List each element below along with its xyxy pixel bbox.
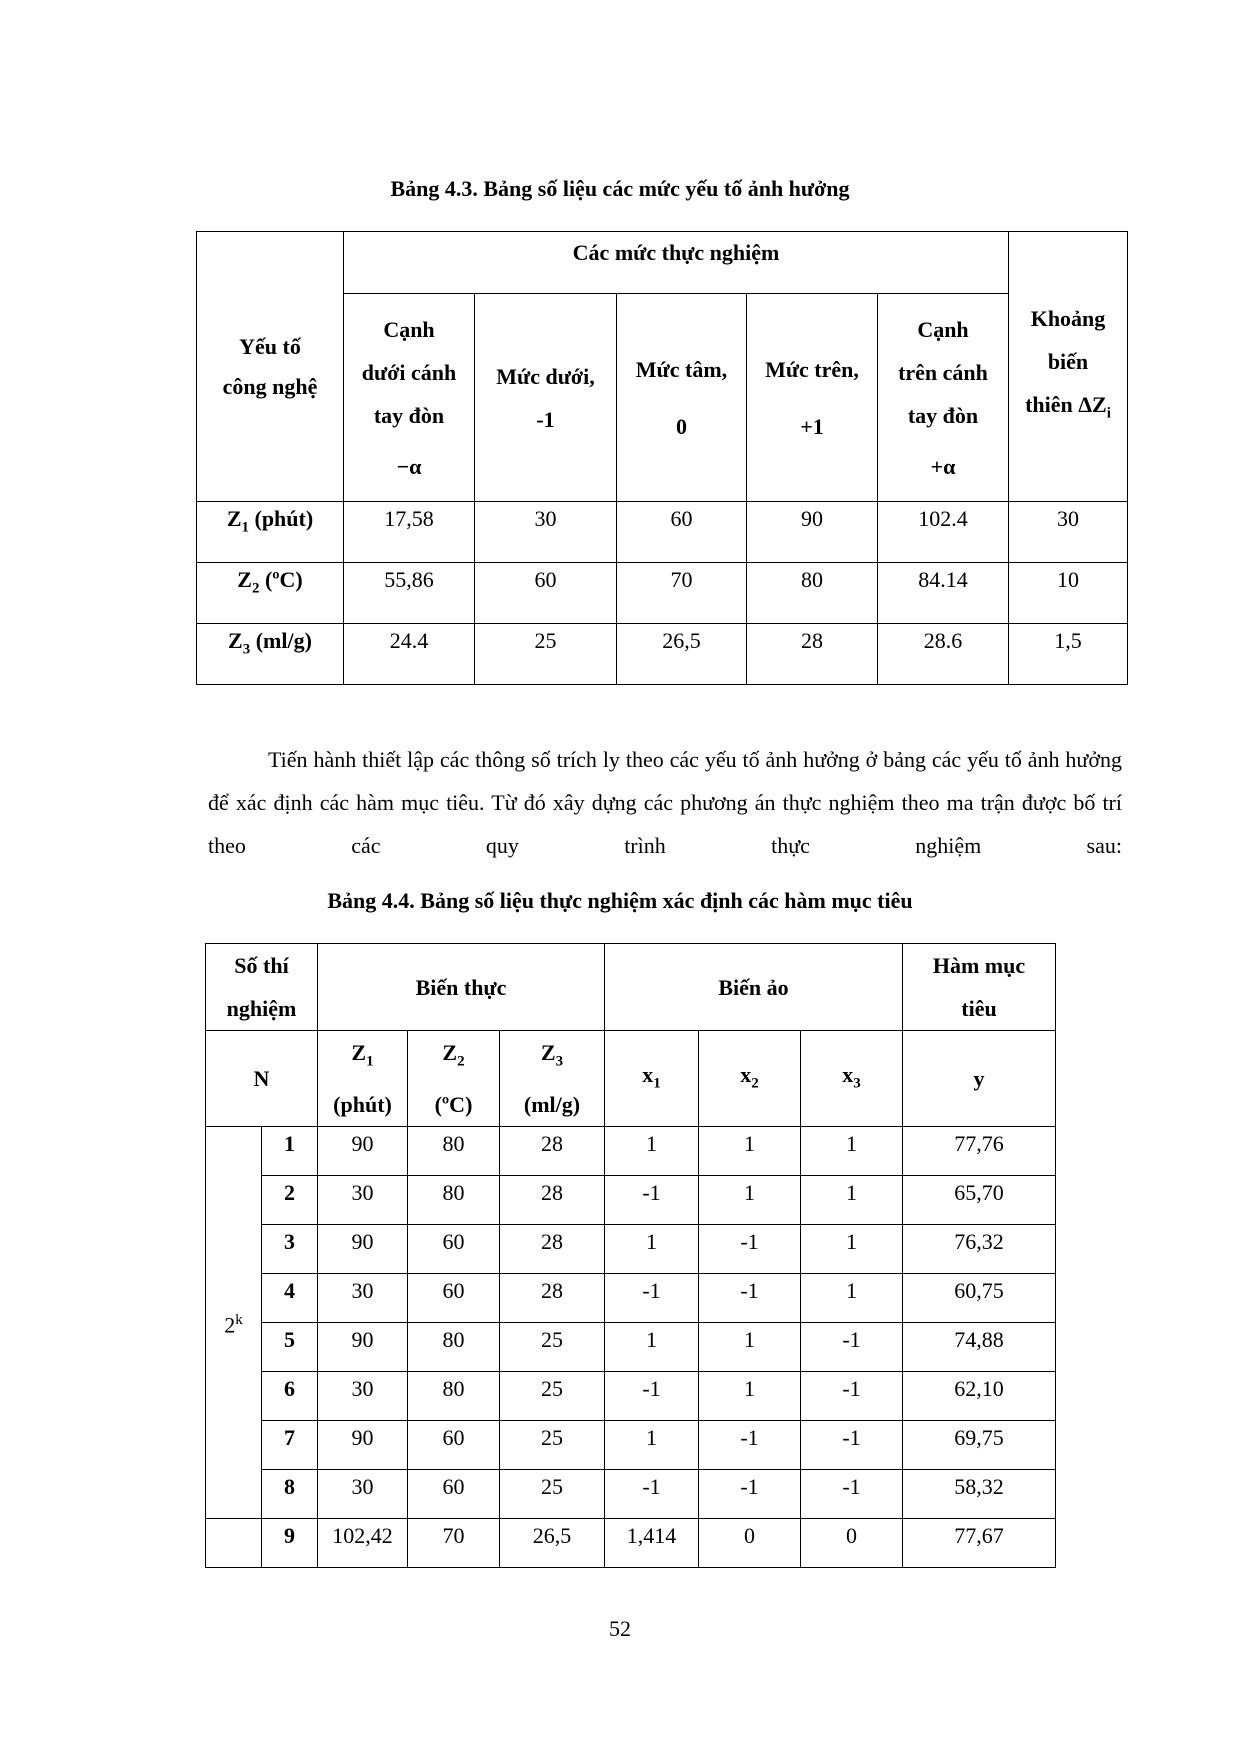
- run-number: 2: [262, 1176, 318, 1225]
- table-cell: 80: [408, 1372, 500, 1421]
- table-cell: -1: [801, 1421, 903, 1470]
- table-cell: 10: [1009, 563, 1128, 624]
- table-row: [206, 1274, 1056, 1323]
- table-cell: 60,75: [903, 1274, 1056, 1323]
- table-cell: 28.6: [878, 624, 1009, 685]
- empty-cell: [206, 1519, 262, 1568]
- table-cell: 25: [500, 1323, 605, 1372]
- table-cell: 90: [747, 502, 878, 563]
- table-cell: 60: [408, 1225, 500, 1274]
- run-number: 9: [262, 1519, 318, 1568]
- table-4-4: [205, 943, 1056, 1568]
- table-cell: 1: [605, 1421, 699, 1470]
- table-cell: 30: [318, 1274, 408, 1323]
- table-cell: -1: [801, 1323, 903, 1372]
- table-cell: 1: [801, 1274, 903, 1323]
- table-cell: 1: [605, 1225, 699, 1274]
- table-cell: 0: [801, 1519, 903, 1568]
- table-cell: 55,86: [344, 563, 475, 624]
- table-cell: -1: [605, 1274, 699, 1323]
- z2-header: $Z_2$ (ºC): [408, 1031, 500, 1127]
- table-cell: -1: [605, 1470, 699, 1519]
- table-row: [206, 1323, 1056, 1372]
- table-cell: 58,32: [903, 1470, 1056, 1519]
- z3-header: $Z_3$ (ml/g): [500, 1031, 605, 1127]
- table-cell: 30: [318, 1372, 408, 1421]
- table-cell: 1: [699, 1176, 801, 1225]
- table-cell: 76,32: [903, 1225, 1056, 1274]
- run-number: 3: [262, 1225, 318, 1274]
- factor-label: $Z_3$ (ml/g): [197, 624, 344, 685]
- table-cell: 30: [318, 1470, 408, 1519]
- table-cell: 30: [1009, 502, 1128, 563]
- table-cell: 90: [318, 1421, 408, 1470]
- table-cell: 77,67: [903, 1519, 1056, 1568]
- table-cell: 28: [500, 1225, 605, 1274]
- table-row: [206, 1127, 1056, 1176]
- page-number: 52: [609, 1616, 631, 1641]
- table-4-3-caption: Bảng 4.3. Bảng số liệu các mức yếu tố ảnh hưởng: [390, 176, 850, 201]
- table-cell: 60: [408, 1421, 500, 1470]
- factor-label: $Z_1$ (phút): [197, 502, 344, 563]
- table-cell: 65,70: [903, 1176, 1056, 1225]
- table-cell: -1: [605, 1372, 699, 1421]
- table-cell: 84.14: [878, 563, 1009, 624]
- table-cell: 1: [605, 1127, 699, 1176]
- table-row: [197, 563, 1128, 624]
- table-cell: 80: [408, 1176, 500, 1225]
- table-cell: 80: [747, 563, 878, 624]
- table-cell: 28: [500, 1176, 605, 1225]
- n-header: N: [206, 1031, 318, 1127]
- table-cell: 1: [801, 1225, 903, 1274]
- table-cell: -1: [801, 1470, 903, 1519]
- table-cell: 102,42: [318, 1519, 408, 1568]
- run-number: 4: [262, 1274, 318, 1323]
- table-cell: -1: [699, 1225, 801, 1274]
- table-row: [206, 1421, 1056, 1470]
- factor-header: Yếu tố công nghệ: [197, 232, 344, 502]
- table-cell: 28: [500, 1274, 605, 1323]
- table-cell: 1: [699, 1323, 801, 1372]
- factor-label: $Z_2$ (ºC): [197, 563, 344, 624]
- table-cell: 102.4: [878, 502, 1009, 563]
- run-number: 8: [262, 1470, 318, 1519]
- table-cell: 25: [475, 624, 617, 685]
- table-cell: 77,76: [903, 1127, 1056, 1176]
- coded-vars-header: Biến ảo: [605, 944, 903, 1031]
- table-row: [206, 1372, 1056, 1421]
- table-cell: 60: [408, 1470, 500, 1519]
- table-cell: 1: [801, 1127, 903, 1176]
- table-cell: 62,10: [903, 1372, 1056, 1421]
- table-cell: 60: [408, 1274, 500, 1323]
- table-cell: 90: [318, 1323, 408, 1372]
- table-cell: 25: [500, 1372, 605, 1421]
- table-cell: -1: [699, 1274, 801, 1323]
- table-cell: -1: [699, 1421, 801, 1470]
- table-cell: 70: [617, 563, 747, 624]
- run-number: 6: [262, 1372, 318, 1421]
- table-cell: 1,5: [1009, 624, 1128, 685]
- table-cell: 1: [699, 1127, 801, 1176]
- table-cell: 28: [500, 1127, 605, 1176]
- z1-header: $Z_1$ (phút): [318, 1031, 408, 1127]
- table-row: [206, 1176, 1056, 1225]
- table-cell: 74,88: [903, 1323, 1056, 1372]
- table-cell: -1: [699, 1470, 801, 1519]
- table-row: [206, 1470, 1056, 1519]
- table-cell: 1,414: [605, 1519, 699, 1568]
- table-cell: 30: [475, 502, 617, 563]
- upper-level-header: Mức trên, +1: [747, 294, 878, 502]
- objective-header: Hàm mục tiêu: [903, 944, 1056, 1031]
- table-cell: 60: [617, 502, 747, 563]
- table-cell: 90: [318, 1225, 408, 1274]
- table-cell: 69,75: [903, 1421, 1056, 1470]
- run-number: 1: [262, 1127, 318, 1176]
- run-number: 7: [262, 1421, 318, 1470]
- table-cell: 25: [500, 1470, 605, 1519]
- table-cell: 80: [408, 1127, 500, 1176]
- table-cell: 30: [318, 1176, 408, 1225]
- table-row: [197, 502, 1128, 563]
- x3-header: $x_3$: [801, 1031, 903, 1127]
- table-row: [206, 1519, 1056, 1568]
- table-cell: 80: [408, 1323, 500, 1372]
- x1-header: $x_1$: [605, 1031, 699, 1127]
- table-row: [197, 624, 1128, 685]
- levels-group-header: Các mức thực nghiệm: [344, 232, 1009, 294]
- table-cell: 70: [408, 1519, 500, 1568]
- table-cell: 17,58: [344, 502, 475, 563]
- table-cell: 90: [318, 1127, 408, 1176]
- table-cell: 0: [699, 1519, 801, 1568]
- table-4-3: [196, 231, 1128, 685]
- y-header: y: [903, 1031, 1056, 1127]
- run-number: 5: [262, 1323, 318, 1372]
- body-paragraph: Tiến hành thiết lập các thông số trích ly theo các yếu tố ảnh hưởng ở bảng các yếu tố ảnh hưởng để xác định các hàm mục tiêu. Từ đó xây dựng các phương án thực nghiệm theo ma trận được bố trí theo các quy trình thực nghiệm sau:: [208, 747, 1122, 858]
- table-cell: 1: [801, 1176, 903, 1225]
- lower-level-header: Mức dưới, -1: [475, 294, 617, 502]
- exp-no-header: Số thí nghiệm: [206, 944, 318, 1031]
- factorial-group-label: 2$^k$: [206, 1127, 262, 1519]
- table-cell: 1: [699, 1372, 801, 1421]
- table-row: [206, 1225, 1056, 1274]
- table-cell: -1: [801, 1372, 903, 1421]
- table-cell: 60: [475, 563, 617, 624]
- interval-header: Khoảng biến thiên $\Delta Z_i$: [1009, 232, 1128, 502]
- table-cell: 26,5: [617, 624, 747, 685]
- real-vars-header: Biến thực: [318, 944, 605, 1031]
- table-cell: 26,5: [500, 1519, 605, 1568]
- table-cell: 24.4: [344, 624, 475, 685]
- center-level-header: Mức tâm, 0: [617, 294, 747, 502]
- upper-arm-header: Cạnh trên cánh tay đòn +α: [878, 294, 1009, 502]
- table-cell: -1: [605, 1176, 699, 1225]
- x2-header: $x_2$: [699, 1031, 801, 1127]
- table-cell: 28: [747, 624, 878, 685]
- table-4-4-caption: Bảng 4.4. Bảng số liệu thực nghiệm xác định các hàm mục tiêu: [327, 888, 913, 913]
- table-cell: 1: [605, 1323, 699, 1372]
- table-cell: 25: [500, 1421, 605, 1470]
- lower-arm-header: Cạnh dưới cánh tay đòn −α: [344, 294, 475, 502]
